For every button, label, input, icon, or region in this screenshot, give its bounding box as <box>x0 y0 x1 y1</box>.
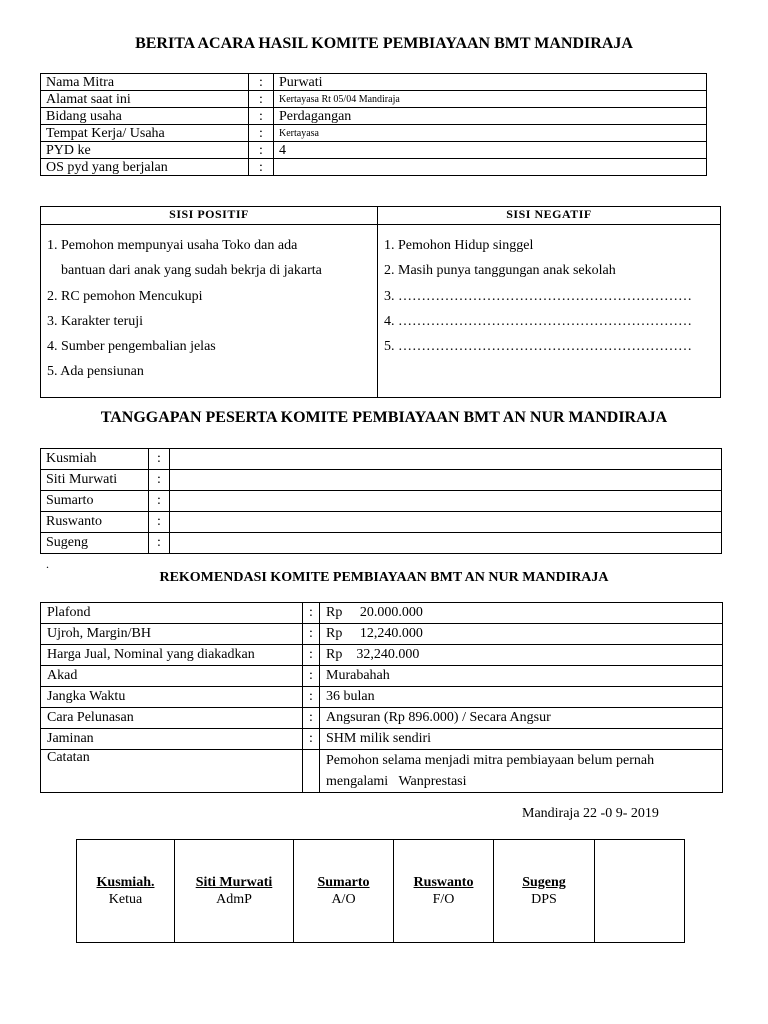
rekomendasi-table <box>40 602 723 793</box>
row-label: Ujroh, Margin/BH <box>41 624 303 645</box>
mitra-table <box>40 73 707 176</box>
list-item: 2. Masih punya tanggungan anak sekolah <box>384 263 616 279</box>
table-row <box>41 108 707 125</box>
list-item: 4. ……………………………………………………… <box>384 313 692 329</box>
list-item: bantuan dari anak yang sudah bekrja di jakarta <box>61 263 322 279</box>
list-item: 1. Pemohon Hidup singgel <box>384 238 534 253</box>
list-item: 5. ……………………………………………………… <box>384 339 692 355</box>
signer-name: Siti Murwati <box>195 875 273 890</box>
row-value: Kertayasa Rt 05/04 Mandiraja <box>274 91 707 108</box>
row-label: PYD ke <box>41 142 249 159</box>
catatan-line: Pemohon selama menjadi mitra pembiayaan belum pernah <box>326 753 655 768</box>
list-item: 5. Ada pensiunan <box>47 364 144 380</box>
separator: : <box>303 666 320 687</box>
table-row <box>41 533 722 554</box>
table-row <box>41 159 707 176</box>
row-label: Akad <box>41 666 303 687</box>
table-row <box>41 729 723 750</box>
signature-table <box>76 839 685 943</box>
tanggapan-table <box>40 448 722 554</box>
table-row <box>41 74 707 91</box>
row-value: SHM milik sendiri <box>320 729 723 750</box>
row-label: OS pyd yang berjalan <box>41 159 249 176</box>
list-item: 1. Pemohon mempunyai usaha Toko dan ada <box>47 238 298 253</box>
signature-cell <box>294 840 394 943</box>
separator: : <box>149 491 170 512</box>
member-response <box>170 491 722 512</box>
row-value: 4 <box>274 142 707 159</box>
table-row <box>41 470 722 491</box>
sisi-positif-cell <box>41 225 378 398</box>
member-name: Sugeng <box>41 533 149 554</box>
table-row <box>41 603 723 624</box>
separator: : <box>303 729 320 750</box>
signer-name: Sugeng <box>522 875 566 890</box>
row-value: Rp 32,240.000 <box>320 645 723 666</box>
list-item: 3. Karakter teruji <box>47 313 144 329</box>
signer-role: F/O <box>432 892 455 907</box>
row-label: Catatan <box>41 750 303 793</box>
row-label: Plafond <box>41 603 303 624</box>
separator: : <box>249 159 274 176</box>
sisi-table <box>40 206 721 398</box>
row-value: Kertayasa <box>274 125 707 142</box>
signature-cell <box>394 840 494 943</box>
table-header-row <box>41 207 721 225</box>
table-row <box>41 142 707 159</box>
table-row <box>41 645 723 666</box>
separator: : <box>249 108 274 125</box>
table-row <box>41 491 722 512</box>
separator: : <box>303 603 320 624</box>
separator: : <box>303 687 320 708</box>
table-row <box>41 666 723 687</box>
separator: : <box>249 74 274 91</box>
row-value: Angsuran (Rp 896.000) / Secara Angsur <box>320 708 723 729</box>
separator <box>303 750 320 793</box>
row-label: Jaminan <box>41 729 303 750</box>
row-value: Perdagangan <box>274 108 707 125</box>
sisi-negatif-list <box>384 233 714 359</box>
separator: : <box>249 125 274 142</box>
sisi-negatif-header: SISI NEGATIF <box>378 207 721 225</box>
signature-cell <box>175 840 294 943</box>
row-value: 36 bulan <box>320 687 723 708</box>
table-row <box>41 91 707 108</box>
member-name: Ruswanto <box>41 512 149 533</box>
separator: : <box>249 91 274 108</box>
table-row <box>41 750 723 793</box>
row-value <box>274 159 707 176</box>
signature-cell <box>494 840 595 943</box>
row-label: Harga Jual, Nominal yang diakadkan <box>41 645 303 666</box>
signature-cell-empty <box>595 840 685 943</box>
separator: : <box>149 449 170 470</box>
list-item: 4. Sumber pengembalian jelas <box>47 339 216 355</box>
table-row <box>41 624 723 645</box>
row-value: Rp 12,240.000 <box>320 624 723 645</box>
signer-role: DPS <box>531 892 557 907</box>
row-label: Tempat Kerja/ Usaha <box>41 125 249 142</box>
tanggapan-title: TANGGAPAN PESERTA KOMITE PEMBIAYAAN BMT AN NUR MANDIRAJA <box>100 409 668 426</box>
rekomendasi-title: REKOMENDASI KOMITE PEMBIAYAAN BMT AN NUR MANDIRAJA <box>159 570 609 585</box>
sisi-positif-header: SISI POSITIF <box>41 207 378 225</box>
row-label: Cara Pelunasan <box>41 708 303 729</box>
separator: : <box>303 624 320 645</box>
member-name: Sumarto <box>41 491 149 512</box>
table-row <box>41 125 707 142</box>
member-name: Kusmiah <box>41 449 149 470</box>
row-label: Nama Mitra <box>41 74 249 91</box>
sisi-positif-list <box>47 233 371 385</box>
row-value: Murabahah <box>320 666 723 687</box>
row-value: Rp 20.000.000 <box>320 603 723 624</box>
row-value: Purwati <box>274 74 707 91</box>
table-row <box>41 512 722 533</box>
member-response <box>170 533 722 554</box>
signature-row <box>77 840 685 943</box>
place-date: Mandiraja 22 -0 9- 2019 <box>522 806 659 821</box>
separator: : <box>149 533 170 554</box>
signer-role: A/O <box>331 892 356 907</box>
signer-role: Ketua <box>108 892 143 907</box>
row-label: Bidang usaha <box>41 108 249 125</box>
row-label: Alamat saat ini <box>41 91 249 108</box>
table-row <box>41 708 723 729</box>
separator: : <box>149 512 170 533</box>
signature-cell <box>77 840 175 943</box>
stray-dot: . <box>46 557 49 571</box>
document-title: BERITA ACARA HASIL KOMITE PEMBIAYAAN BMT MANDIRAJA <box>135 35 633 52</box>
separator: : <box>303 708 320 729</box>
signer-role: AdmP <box>216 892 252 907</box>
row-label: Jangka Waktu <box>41 687 303 708</box>
separator: : <box>249 142 274 159</box>
signer-name: Sumarto <box>317 875 370 890</box>
table-row <box>41 687 723 708</box>
list-item: 2. RC pemohon Mencukupi <box>47 288 203 304</box>
catatan-line: mengalami Wanprestasi <box>326 774 467 789</box>
table-row <box>41 449 722 470</box>
member-response <box>170 512 722 533</box>
sisi-negatif-cell <box>378 225 721 398</box>
separator: : <box>303 645 320 666</box>
member-response <box>170 470 722 491</box>
list-item: 3. ……………………………………………………… <box>384 288 692 304</box>
member-name: Siti Murwati <box>41 470 149 491</box>
table-row <box>41 225 721 398</box>
member-response <box>170 449 722 470</box>
signer-name: Kusmiah. <box>96 875 155 890</box>
catatan-value <box>320 750 723 793</box>
separator: : <box>149 470 170 491</box>
signer-name: Ruswanto <box>413 875 474 890</box>
